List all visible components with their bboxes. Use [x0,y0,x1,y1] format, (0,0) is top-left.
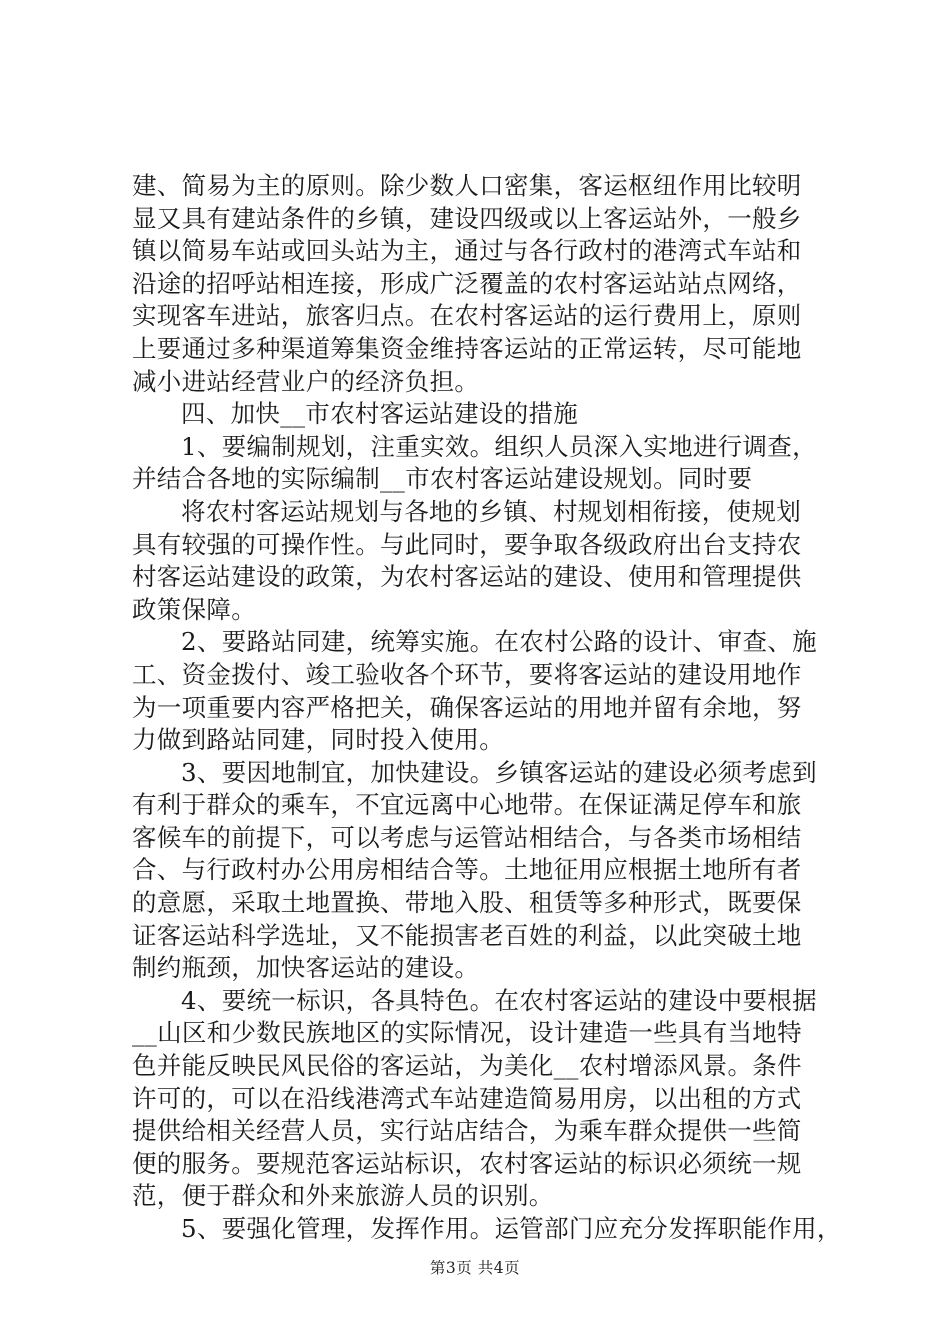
text-line: 为一项重要内容严格把关，确保客运站的用地并留有余地，努 [132,692,802,722]
page-number-footer: 第3页 共4页 [429,1259,521,1277]
text-line: 显又具有建站条件的乡镇，建设四级或以上客运站外，一般乡 [132,203,802,233]
text-line: 2、要路站同建，统筹实施。在农村公路的设计、审查、施 [181,627,817,657]
text-line: 并结合各地的实际编制__市农村客运站建设规划。同时要 [132,464,753,494]
text-line: 实现客车进站，旅客归点。在农村客运站的运行费用上，原则 [132,301,802,331]
text-line: __山区和少数民族地区的实际情况，设计建造一些具有当地特 [132,1018,802,1048]
text-line: 镇以简易车站或回头站为主，通过与各行政村的港湾式车站和 [132,236,802,266]
text-line: 上要通过多种渠道筹集资金维持客运站的正常运转，尽可能地 [132,333,802,363]
text-line: 力做到路站同建，同时投入使用。 [132,725,504,755]
text-line: 政策保障。 [132,594,256,624]
text-line: 村客运站建设的政策，为农村客运站的建设、使用和管理提供 [132,562,802,592]
text-line: 有利于群众的乘车，不宜远离中心地带。在保证满足停车和旅 [132,790,802,820]
text-line: 工、资金拨付、竣工验收各个环节，要将客运站的建设用地作 [132,659,802,689]
text-line: 提供给相关经营人员，实行站店结合，为乘车群众提供一些简 [132,1116,802,1146]
text-line: 四、加快__市农村客运站建设的措施 [181,399,579,429]
text-line: 具有较强的可操作性。与此同时，要争取各级政府出台支持农 [132,529,802,559]
text-line: 3、要因地制宜，加快建设。乡镇客运站的建设必须考虑到 [181,757,817,787]
text-line: 制约瓶颈，加快客运站的建设。 [132,953,480,983]
text-line: 证客运站科学选址，又不能损害老百姓的利益，以此突破土地 [132,920,802,950]
text-line: 将农村客运站规划与各地的乡镇、村规划相衔接，使规划 [181,496,801,526]
text-line: 便的服务。要规范客运站标识，农村客运站的标识必须统一规 [132,1148,802,1178]
text-line: 客候车的前提下，可以考虑与运管站相结合，与各类市场相结 [132,822,802,852]
text-line: 4、要统一标识，各具特色。在农村客运站的建设中要根据 [181,985,817,1015]
text-line: 范，便于群众和外来旅游人员的识别。 [132,1181,554,1211]
text-line: 许可的，可以在沿线港湾式车站建造简易用房，以出租的方式 [132,1083,802,1113]
text-line: 合、与行政村办公用房相结合等。土地征用应根据土地所有者 [132,855,802,885]
document-body [132,170,842,1246]
text-line: 减小进站经营业户的经济负担。 [132,366,480,396]
text-line: 建、简易为主的原则。除少数人口密集，客运枢纽作用比较明 [132,171,802,200]
text-line: 5、要强化管理，发挥作用。运管部门应充分发挥职能作用， [181,1214,842,1243]
text-line: 沿途的招呼站相连接，形成广泛覆盖的农村客运站站点网络， [132,268,802,298]
text-line: 的意愿，采取土地置换、带地入股、租赁等多种形式，既要保 [132,888,802,918]
text-line: 色并能反映民风民俗的客运站，为美化__农村增添风景。条件 [132,1051,802,1081]
text-line: 1、要编制规划，注重实效。组织人员深入实地进行调查， [181,431,817,461]
